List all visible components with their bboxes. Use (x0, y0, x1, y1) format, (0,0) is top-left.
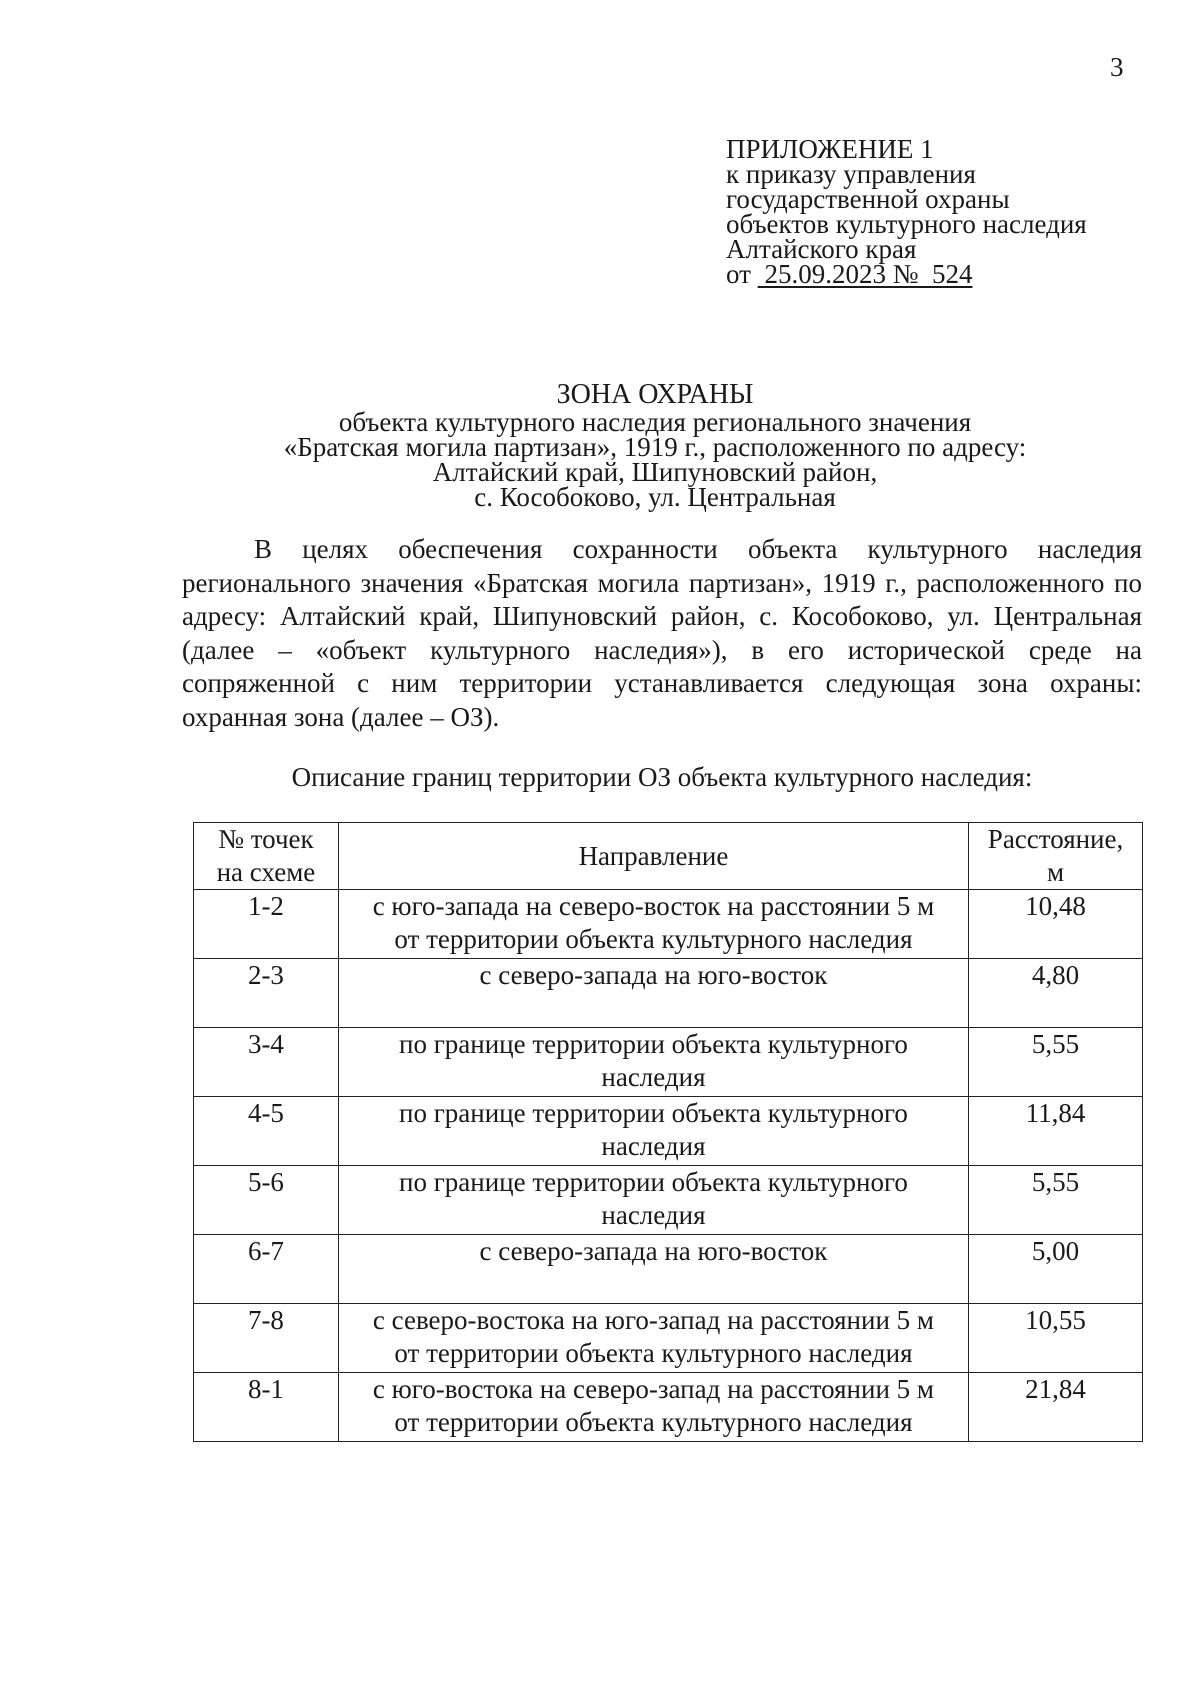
order-date-value: 25.09.2023 (764, 259, 886, 289)
table-row (194, 1373, 1143, 1442)
row-direction-line-2: от территории объекта культурного наследия (394, 1407, 913, 1437)
header-distance (969, 823, 1143, 890)
row-direction-line-2: от территории объекта культурного наследия (394, 1338, 913, 1368)
table-row (194, 1028, 1143, 1097)
row-points: 5-6 (194, 1166, 339, 1235)
document-heading: ЗОНА ОХРАНЫ (556, 379, 754, 410)
document-title-block (200, 380, 1110, 510)
number-prefix: № (892, 259, 919, 289)
row-direction-line-2: наследия (601, 1131, 706, 1161)
row-direction-line-1: с северо-востока на юго-запад на расстоянии 5 м (372, 1305, 934, 1335)
row-direction-line-1: с северо-запада на юго-восток (479, 960, 828, 990)
row-direction (338, 1097, 968, 1166)
row-points: 2-3 (194, 959, 339, 1028)
row-direction-line-2: от территории объекта культурного наследия (394, 924, 913, 954)
boundaries-table (193, 822, 1143, 1442)
row-distance: 5,55 (969, 1166, 1143, 1235)
page-number: 3 (1110, 52, 1124, 82)
row-direction (338, 1166, 968, 1235)
appendix-block (726, 134, 1087, 289)
row-distance: 10,48 (969, 890, 1143, 959)
row-direction-line-1: по границе территории объекта культурного (399, 1098, 908, 1128)
row-direction (338, 890, 968, 959)
title-line-3: Алтайский край, Шипуновский район, (432, 457, 878, 487)
title-line-2: «Братская могила партизан», 1919 г., расположенного по адресу: (283, 432, 1027, 462)
row-direction-line-1: с юго-востока на северо-запад на расстоянии 5 м (372, 1374, 934, 1404)
header-points-line-1: № точек (218, 824, 314, 854)
row-direction-line-2: наследия (601, 1200, 706, 1230)
row-points: 3-4 (194, 1028, 339, 1097)
row-points: 4-5 (194, 1097, 339, 1166)
header-direction: Направление (338, 823, 968, 890)
row-direction (338, 959, 968, 1028)
row-distance: 4,80 (969, 959, 1143, 1028)
table-row (194, 1097, 1143, 1166)
header-points (194, 823, 339, 890)
order-date (758, 259, 973, 289)
order-number: 524 (931, 259, 973, 289)
header-distance-line-1: Расстояние, (987, 824, 1124, 854)
row-distance: 21,84 (969, 1373, 1143, 1442)
body-paragraph: В целях обеспечения сохранности объекта культурного наследия регионального значения «Братская могила партизан», 1919 г., расположенного по адресу: Алтайский край, Шипуновский район, с. Кособоково, ул. Центральная (далее – «объект культурного наследия»), в его исторической среде на сопряженной с ним территории устанавливается следующая зона охраны: охранная зона (далее – ОЗ). (182, 534, 1142, 732)
appendix-date-line (726, 259, 1087, 289)
row-distance: 5,00 (969, 1235, 1143, 1304)
row-direction-line-1: с юго-запада на северо-восток на расстоянии 5 м (372, 891, 935, 921)
date-prefix: от (726, 259, 751, 289)
appendix-title: ПРИЛОЖЕНИЕ 1 (726, 134, 934, 164)
table-row (194, 1304, 1143, 1373)
row-distance: 5,55 (969, 1028, 1143, 1097)
appendix-line-2: государственной охраны (726, 184, 1010, 214)
table-header-row (194, 823, 1143, 890)
row-distance: 11,84 (969, 1097, 1143, 1166)
header-distance-line-2: м (1046, 857, 1065, 887)
table-row (194, 1166, 1143, 1235)
row-distance: 10,55 (969, 1304, 1143, 1373)
row-direction-line-2: наследия (601, 1062, 706, 1092)
row-direction (338, 1304, 968, 1373)
row-points: 1-2 (194, 890, 339, 959)
row-points: 8-1 (194, 1373, 339, 1442)
table-caption: Описание границ территории ОЗ объекта культурного наследия: (291, 762, 1033, 792)
row-direction-line-1: по границе территории объекта культурного (399, 1167, 908, 1197)
appendix-line-1: к приказу управления (726, 159, 976, 189)
appendix-line-3: объектов культурного наследия (726, 209, 1087, 239)
title-line-4: с. Кособоково, ул. Центральная (474, 482, 836, 512)
row-direction (338, 1235, 968, 1304)
row-direction-line-1: с северо-запада на юго-восток (479, 1236, 828, 1266)
row-direction (338, 1028, 968, 1097)
row-direction (338, 1373, 968, 1442)
title-line-1: объекта культурного наследия регионального значения (338, 407, 972, 437)
table-row (194, 959, 1143, 1028)
table-row (194, 1235, 1143, 1304)
appendix-line-4: Алтайского края (726, 234, 917, 264)
row-direction-line-1: по границе территории объекта культурного (399, 1029, 908, 1059)
header-points-line-2: на схеме (216, 857, 316, 887)
row-points: 6-7 (194, 1235, 339, 1304)
row-points: 7-8 (194, 1304, 339, 1373)
table-row (194, 890, 1143, 959)
